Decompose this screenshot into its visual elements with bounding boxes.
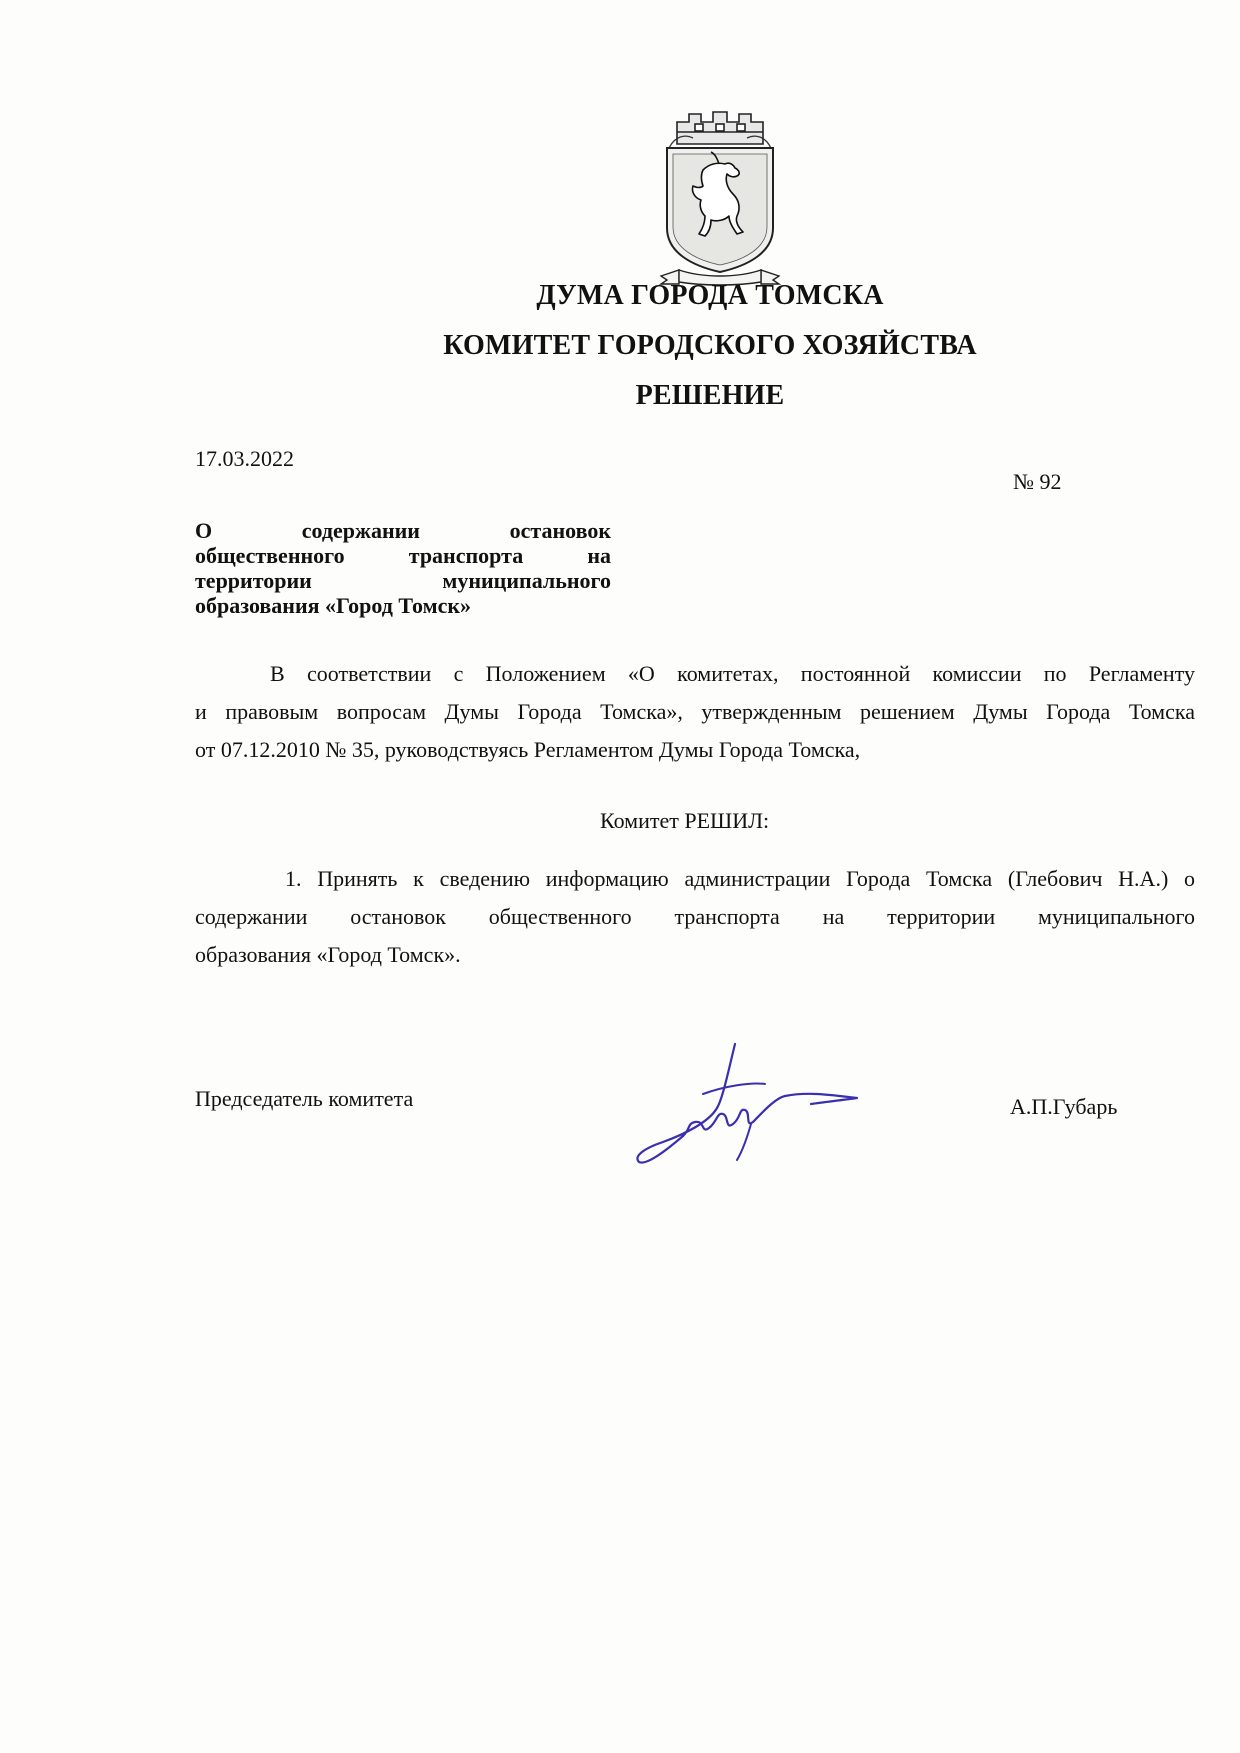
- document-date: 17.03.2022: [195, 446, 294, 471]
- preamble-paragraph: [195, 655, 1195, 769]
- document-number: № 92: [1013, 469, 1062, 494]
- organization-title: ДУМА ГОРОДА ТОМСКА: [536, 280, 884, 311]
- handwritten-signature: [625, 1038, 885, 1168]
- resolution-line: 1. Принять к сведению информацию администрации Города Томска (Глебович Н.А.) о: [285, 866, 1195, 891]
- signatory-name: А.П.Губарь: [1010, 1094, 1118, 1119]
- resolution-item-1: [195, 860, 1195, 974]
- resolved-label: Комитет РЕШИЛ:: [600, 808, 770, 833]
- committee-title: КОМИТЕТ ГОРОДСКОГО ХОЗЯЙСТВА: [443, 330, 977, 361]
- preamble-line: В соответствии с Положением «О комитетах, постоянной комиссии по Регламенту: [270, 661, 1195, 686]
- subject-line: образования «Город Томск»: [195, 593, 472, 618]
- subject-line: территории муниципального: [195, 568, 611, 593]
- preamble-line: от 07.12.2010 № 35, руководствуясь Регламентом Думы Города Томска,: [195, 737, 861, 762]
- document-subject: [195, 518, 611, 618]
- document-type-title: РЕШЕНИЕ: [635, 380, 785, 411]
- preamble-line: и правовым вопросам Думы Города Томска», утвержденным решением Думы Города Томска: [195, 699, 1195, 724]
- resolution-line: образования «Город Томск».: [195, 942, 461, 967]
- subject-line: О содержании остановок: [195, 518, 611, 543]
- coat-of-arms-icon: [655, 108, 785, 286]
- crown-icon: [677, 112, 763, 144]
- signatory-role: Председатель комитета: [195, 1086, 414, 1111]
- resolution-line: содержании остановок общественного транспорта на территории муниципального: [195, 904, 1195, 929]
- subject-line: общественного транспорта на: [195, 543, 611, 568]
